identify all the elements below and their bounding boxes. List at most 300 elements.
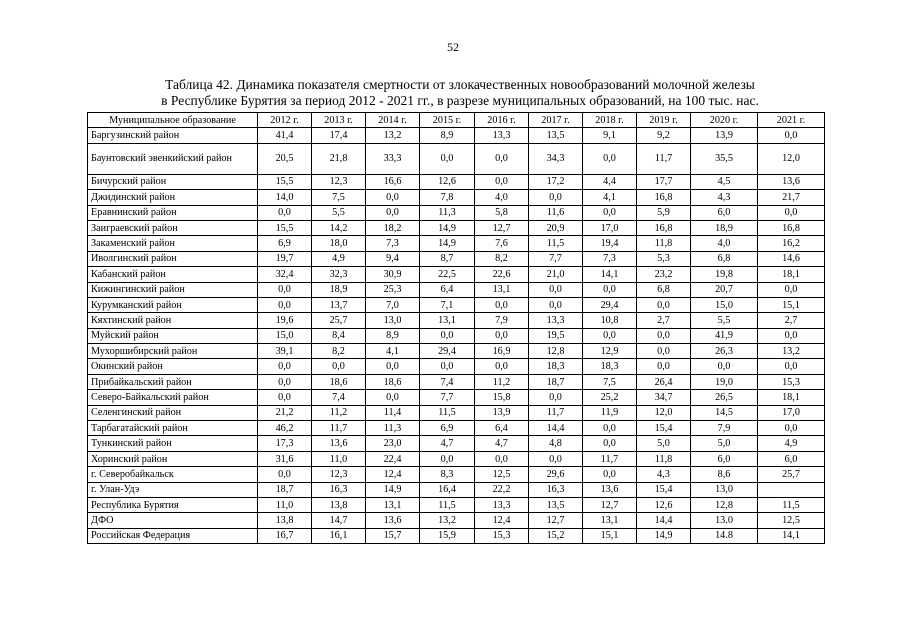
- table-cell-value: 15,3: [475, 528, 529, 543]
- table-cell-value: 11,6: [529, 205, 583, 220]
- municipality-name: Еравнинский район: [88, 205, 258, 220]
- table-cell-value: 0,0: [758, 421, 825, 436]
- table-cell-value: 11,3: [420, 205, 475, 220]
- table-cell-value: 7,3: [583, 251, 637, 266]
- table-cell-value: 11,5: [529, 236, 583, 251]
- table-cell-value: 16,3: [312, 482, 366, 497]
- table-cell-value: 13,3: [529, 313, 583, 328]
- table-cell-value: 22,2: [475, 482, 529, 497]
- municipality-name: Кяхтинский район: [88, 313, 258, 328]
- table-cell-value: 14,9: [420, 220, 475, 235]
- table-cell-value: 15,9: [420, 528, 475, 543]
- table-cell-value: 9,2: [637, 128, 691, 143]
- table-cell-value: 0,0: [637, 344, 691, 359]
- column-header-year: 2015 г.: [420, 113, 475, 128]
- table-cell-value: 11,7: [529, 405, 583, 420]
- table-cell-value: 0,0: [475, 174, 529, 189]
- municipality-name: Хоринский район: [88, 451, 258, 466]
- table-cell-value: 16,9: [475, 344, 529, 359]
- table-cell-value: 12,6: [637, 497, 691, 512]
- table-row: [88, 482, 825, 497]
- table-cell-value: 0,0: [420, 359, 475, 374]
- table-cell-value: 12,3: [312, 174, 366, 189]
- caption-line-1: Таблица 42. Динамика показателя смертности от злокачественных новообразований молочной железы: [165, 77, 755, 92]
- column-header-year: 2021 г.: [758, 113, 825, 128]
- table-cell-value: 16,8: [758, 220, 825, 235]
- table-row: [88, 205, 825, 220]
- table-cell-value: 8,6: [691, 467, 758, 482]
- table-cell-value: 15,3: [758, 374, 825, 389]
- table-cell-value: 13,1: [475, 282, 529, 297]
- column-header-year: 2012 г.: [258, 113, 312, 128]
- column-header-year: 2020 г.: [691, 113, 758, 128]
- table-cell-value: 0,0: [758, 328, 825, 343]
- table-cell-value: 34,7: [637, 390, 691, 405]
- table-cell-value: 6,4: [420, 282, 475, 297]
- table-cell-value: 16,3: [529, 482, 583, 497]
- table-row: [88, 497, 825, 512]
- table-cell-value: 12,6: [420, 174, 475, 189]
- table-cell-value: 14,0: [258, 190, 312, 205]
- table-cell-value: 0,0: [420, 143, 475, 174]
- table-cell-value: 14,4: [529, 421, 583, 436]
- table-cell-value: 14,5: [691, 405, 758, 420]
- table-cell-value: 14,9: [420, 236, 475, 251]
- table-cell-value: 15,0: [258, 328, 312, 343]
- table-cell-value: 25,2: [583, 390, 637, 405]
- municipality-name: Мухоршибирский район: [88, 344, 258, 359]
- table-cell-value: 13,3: [475, 128, 529, 143]
- municipality-name: Российская Федерация: [88, 528, 258, 543]
- table-cell-value: 19,5: [529, 328, 583, 343]
- table-cell-value: 13,2: [420, 513, 475, 528]
- table-cell-value: 0,0: [258, 205, 312, 220]
- table-cell-value: 21,0: [529, 267, 583, 282]
- municipality-name: Кабанский район: [88, 267, 258, 282]
- municipality-name: Кижингинский район: [88, 282, 258, 297]
- table-cell-value: 11,3: [366, 421, 420, 436]
- column-header-year: 2018 г.: [583, 113, 637, 128]
- table-cell-value: 4,0: [691, 236, 758, 251]
- column-header-year: 2016 г.: [475, 113, 529, 128]
- municipality-name: Республика Бурятия: [88, 497, 258, 512]
- table-cell-value: 19,7: [258, 251, 312, 266]
- table-cell-value: 29,6: [529, 467, 583, 482]
- municipality-name: Заиграевский район: [88, 220, 258, 235]
- column-header-year: 2013 г.: [312, 113, 366, 128]
- table-cell-value: 14,7: [312, 513, 366, 528]
- table-cell-value: 41,9: [691, 328, 758, 343]
- table-cell-value: 11,4: [366, 405, 420, 420]
- table-cell-value: 0,0: [258, 374, 312, 389]
- table-cell-value: 13,1: [583, 513, 637, 528]
- table-cell-value: 12,4: [366, 467, 420, 482]
- table-cell-value: 18,1: [758, 390, 825, 405]
- table-cell-value: 16,7: [258, 528, 312, 543]
- table-cell-value: 11,5: [420, 497, 475, 512]
- table-cell-value: 11,8: [637, 451, 691, 466]
- table-cell-value: 18,3: [529, 359, 583, 374]
- table-cell-value: 5,0: [691, 436, 758, 451]
- table-cell-value: 0,0: [583, 205, 637, 220]
- table-cell-value: 15,0: [691, 297, 758, 312]
- table-cell-value: 18,2: [366, 220, 420, 235]
- table-cell-value: 4,7: [420, 436, 475, 451]
- table-cell-value: 16,6: [366, 174, 420, 189]
- table-cell-value: 5,5: [691, 313, 758, 328]
- table-cell-value: 23,0: [366, 436, 420, 451]
- table-cell-value: 13,8: [312, 497, 366, 512]
- table-row: [88, 436, 825, 451]
- table-cell-value: [758, 482, 825, 497]
- table-cell-value: 18,7: [529, 374, 583, 389]
- table-cell-value: 12,8: [691, 497, 758, 512]
- table-cell-value: 0,0: [366, 205, 420, 220]
- table-cell-value: 13,6: [312, 436, 366, 451]
- municipality-name: Прибайкальский район: [88, 374, 258, 389]
- table-cell-value: 10,8: [583, 313, 637, 328]
- table-row: [88, 128, 825, 143]
- table-row: [88, 282, 825, 297]
- table-cell-value: 14,6: [758, 251, 825, 266]
- table-cell-value: 7,9: [691, 421, 758, 436]
- table-cell-value: 19,8: [691, 267, 758, 282]
- table-cell-value: 0,0: [420, 328, 475, 343]
- table-cell-value: 11,2: [475, 374, 529, 389]
- table-cell-value: 0,0: [583, 436, 637, 451]
- table-cell-value: 0,0: [637, 297, 691, 312]
- table-cell-value: 0,0: [758, 359, 825, 374]
- table-cell-value: 29,4: [583, 297, 637, 312]
- table-cell-value: 0,0: [637, 328, 691, 343]
- caption-line-2: в Республике Бурятия за период 2012 - 2021 гг., в разрезе муниципальных образований, на 100 тыс. нас.: [161, 93, 759, 108]
- table-row: [88, 143, 825, 174]
- table-cell-value: 19,0: [691, 374, 758, 389]
- table-cell-value: 5,8: [475, 205, 529, 220]
- table-cell-value: 4,7: [475, 436, 529, 451]
- table-cell-value: 13,9: [475, 405, 529, 420]
- table-cell-value: 0,0: [758, 282, 825, 297]
- table-cell-value: 26,5: [691, 390, 758, 405]
- table-cell-value: 8,9: [420, 128, 475, 143]
- table-cell-value: 26,4: [637, 374, 691, 389]
- municipality-name: Окинский район: [88, 359, 258, 374]
- table-cell-value: 20,7: [691, 282, 758, 297]
- table-cell-value: 12,4: [475, 513, 529, 528]
- table-cell-value: 0,0: [258, 297, 312, 312]
- table-cell-value: 18,3: [583, 359, 637, 374]
- table-cell-value: 7,7: [420, 390, 475, 405]
- table-cell-value: 39,1: [258, 344, 312, 359]
- municipality-name: Закаменский район: [88, 236, 258, 251]
- table-cell-value: 2,7: [758, 313, 825, 328]
- table-cell-value: 9,1: [583, 128, 637, 143]
- table-cell-value: 0,0: [475, 328, 529, 343]
- table-cell-value: 16,8: [637, 190, 691, 205]
- municipality-name: Иволгинский район: [88, 251, 258, 266]
- table-cell-value: 0,0: [691, 359, 758, 374]
- table-cell-value: 4,4: [583, 174, 637, 189]
- table-cell-value: 13,2: [758, 344, 825, 359]
- table-cell-value: 12,7: [583, 497, 637, 512]
- table-cell-value: 0,0: [529, 282, 583, 297]
- table-cell-value: 0,0: [366, 190, 420, 205]
- table-row: [88, 313, 825, 328]
- table-cell-value: 4,1: [366, 344, 420, 359]
- table-cell-value: 13,9: [691, 128, 758, 143]
- table-cell-value: 11,7: [312, 421, 366, 436]
- table-cell-value: 7,7: [529, 251, 583, 266]
- table-cell-value: 11,0: [312, 451, 366, 466]
- table-cell-value: 5,9: [637, 205, 691, 220]
- table-cell-value: 7,9: [475, 313, 529, 328]
- table-cell-value: 7,0: [366, 297, 420, 312]
- municipality-name: Бичурский район: [88, 174, 258, 189]
- table-cell-value: 16,8: [637, 220, 691, 235]
- table-cell-value: 23,2: [637, 267, 691, 282]
- table-cell-value: 32,3: [312, 267, 366, 282]
- table-cell-value: 35,5: [691, 143, 758, 174]
- column-header-year: 2019 г.: [637, 113, 691, 128]
- table-cell-value: 0,0: [258, 359, 312, 374]
- table-cell-value: 7,5: [312, 190, 366, 205]
- table-cell-value: 17,7: [637, 174, 691, 189]
- table-cell-value: 0,0: [529, 297, 583, 312]
- table-cell-value: 6,0: [691, 205, 758, 220]
- table-row: [88, 467, 825, 482]
- column-header-year: 2017 г.: [529, 113, 583, 128]
- table-cell-value: 16,2: [758, 236, 825, 251]
- table-row: [88, 405, 825, 420]
- table-cell-value: 11,9: [583, 405, 637, 420]
- table-row: [88, 267, 825, 282]
- table-cell-value: 0,0: [583, 467, 637, 482]
- table-cell-value: 18,9: [691, 220, 758, 235]
- table-cell-value: 16,1: [312, 528, 366, 543]
- table-cell-value: 0,0: [529, 451, 583, 466]
- table-cell-value: 2,7: [637, 313, 691, 328]
- table-cell-value: 17,2: [529, 174, 583, 189]
- table-cell-value: 0,0: [637, 359, 691, 374]
- table-cell-value: 4,9: [312, 251, 366, 266]
- table-cell-value: 13.0: [691, 513, 758, 528]
- table-cell-value: 4,3: [691, 190, 758, 205]
- column-header-year: 2014 г.: [366, 113, 420, 128]
- municipality-name: Тарбагатайский район: [88, 421, 258, 436]
- table-row: [88, 421, 825, 436]
- table-cell-value: 0,0: [758, 128, 825, 143]
- table-cell-value: 15,4: [637, 482, 691, 497]
- table-cell-value: 20,5: [258, 143, 312, 174]
- table-row: [88, 451, 825, 466]
- table-cell-value: 14,1: [583, 267, 637, 282]
- table-row: [88, 390, 825, 405]
- table-cell-value: 13,0: [691, 482, 758, 497]
- table-cell-value: 17,3: [258, 436, 312, 451]
- table-cell-value: 6,9: [258, 236, 312, 251]
- table-cell-value: 0,0: [529, 190, 583, 205]
- table-cell-value: 14,1: [758, 528, 825, 543]
- table-cell-value: 17,0: [583, 220, 637, 235]
- table-cell-value: 15,1: [758, 297, 825, 312]
- table-cell-value: 7,8: [420, 190, 475, 205]
- table-row: [88, 374, 825, 389]
- table-cell-value: 0,0: [475, 451, 529, 466]
- table-cell-value: 11,7: [637, 143, 691, 174]
- table-cell-value: 18,1: [758, 267, 825, 282]
- page-number: 52: [447, 40, 459, 54]
- table-cell-value: 18,9: [312, 282, 366, 297]
- table-row: [88, 513, 825, 528]
- table-row: [88, 236, 825, 251]
- table-cell-value: 4,5: [691, 174, 758, 189]
- table-cell-value: 12,0: [637, 405, 691, 420]
- table-cell-value: 25,3: [366, 282, 420, 297]
- table-cell-value: 12,7: [475, 220, 529, 235]
- table-row: [88, 528, 825, 543]
- municipality-name: г. Улан-Удэ: [88, 482, 258, 497]
- table-cell-value: 12,9: [583, 344, 637, 359]
- municipality-name: Тункинский район: [88, 436, 258, 451]
- table-cell-value: 6,9: [420, 421, 475, 436]
- table-cell-value: 12,5: [475, 467, 529, 482]
- table-cell-value: 25,7: [312, 313, 366, 328]
- table-cell-value: 29,4: [420, 344, 475, 359]
- table-cell-value: 46,2: [258, 421, 312, 436]
- header-row: [88, 113, 825, 128]
- table-cell-value: 6,8: [691, 251, 758, 266]
- table-cell-value: 31,6: [258, 451, 312, 466]
- table-cell-value: 21,2: [258, 405, 312, 420]
- table-cell-value: 25,7: [758, 467, 825, 482]
- table-cell-value: 13,1: [366, 497, 420, 512]
- table-cell-value: 18,7: [258, 482, 312, 497]
- table-cell-value: 7,5: [583, 374, 637, 389]
- table-row: [88, 251, 825, 266]
- table-cell-value: 15,4: [637, 421, 691, 436]
- table-row: [88, 174, 825, 189]
- table-cell-value: 41,4: [258, 128, 312, 143]
- table-cell-value: 4,8: [529, 436, 583, 451]
- table-cell-value: 8,2: [312, 344, 366, 359]
- table-cell-value: 34,3: [529, 143, 583, 174]
- column-header-municipality: Муниципальное образование: [88, 113, 258, 128]
- table-cell-value: 11,8: [637, 236, 691, 251]
- table-cell-value: 17,0: [758, 405, 825, 420]
- table-cell-value: 33,3: [366, 143, 420, 174]
- table-cell-value: 7,4: [312, 390, 366, 405]
- table-cell-value: 0,0: [366, 390, 420, 405]
- table-cell-value: 32,4: [258, 267, 312, 282]
- table-cell-value: 12,5: [758, 513, 825, 528]
- table-cell-value: 0,0: [258, 467, 312, 482]
- municipality-name: Селенгинский район: [88, 405, 258, 420]
- table-cell-value: 26,3: [691, 344, 758, 359]
- table-cell-value: 13,7: [312, 297, 366, 312]
- municipality-name: Джидинский район: [88, 190, 258, 205]
- table-cell-value: 13,8: [258, 513, 312, 528]
- table-row: [88, 344, 825, 359]
- table-cell-value: 7,4: [420, 374, 475, 389]
- table-cell-value: 0,0: [583, 421, 637, 436]
- municipality-name: Муйский район: [88, 328, 258, 343]
- table-cell-value: 14,9: [637, 528, 691, 543]
- municipality-name: Баунтовский эвенкийский район: [88, 143, 258, 174]
- table-cell-value: 0,0: [420, 451, 475, 466]
- table-cell-value: 22,4: [366, 451, 420, 466]
- municipality-name: г. Северобайкальск: [88, 467, 258, 482]
- mortality-table: [87, 112, 825, 544]
- table-cell-value: 15,5: [258, 174, 312, 189]
- table-cell-value: 0,0: [312, 359, 366, 374]
- table-cell-value: 6,0: [758, 451, 825, 466]
- table-cell-value: 7,6: [475, 236, 529, 251]
- table-cell-value: 22,5: [420, 267, 475, 282]
- table-cell-value: 0,0: [366, 359, 420, 374]
- table-cell-value: 13,2: [366, 128, 420, 143]
- table-cell-value: 13,1: [420, 313, 475, 328]
- table-cell-value: 0,0: [758, 205, 825, 220]
- table-cell-value: 13,5: [529, 497, 583, 512]
- table-cell-value: 8,9: [366, 328, 420, 343]
- table-cell-value: 9,4: [366, 251, 420, 266]
- table-cell-value: 0,0: [583, 143, 637, 174]
- table-cell-value: 0,0: [583, 282, 637, 297]
- table-row: [88, 190, 825, 205]
- municipality-name: Курумканский район: [88, 297, 258, 312]
- table-cell-value: 16,4: [420, 482, 475, 497]
- table-cell-value: 11,5: [420, 405, 475, 420]
- table-cell-value: 0,0: [475, 143, 529, 174]
- table-cell-value: 12,7: [529, 513, 583, 528]
- table-cell-value: 15,2: [529, 528, 583, 543]
- table-cell-value: 22,6: [475, 267, 529, 282]
- table-cell-value: 5,5: [312, 205, 366, 220]
- table-cell-value: 19,4: [583, 236, 637, 251]
- table-cell-value: 6,8: [637, 282, 691, 297]
- table-cell-value: 13,5: [529, 128, 583, 143]
- table-cell-value: 11,2: [312, 405, 366, 420]
- table-cell-value: 14,2: [312, 220, 366, 235]
- table-cell-value: 4,3: [637, 467, 691, 482]
- table-cell-value: 8,4: [312, 328, 366, 343]
- table-cell-value: 0,0: [258, 390, 312, 405]
- table-cell-value: 30,9: [366, 267, 420, 282]
- table-cell-value: 4,0: [475, 190, 529, 205]
- table-cell-value: 7,3: [366, 236, 420, 251]
- table-cell-value: 15,1: [583, 528, 637, 543]
- table-row: [88, 359, 825, 374]
- table-cell-value: 6,0: [691, 451, 758, 466]
- table-caption: [80, 77, 840, 109]
- table-cell-value: 21,8: [312, 143, 366, 174]
- municipality-name: Северо-Байкальский район: [88, 390, 258, 405]
- table-cell-value: 7,1: [420, 297, 475, 312]
- table-row: [88, 220, 825, 235]
- table-cell-value: 21,7: [758, 190, 825, 205]
- table-cell-value: 11,7: [583, 451, 637, 466]
- table-cell-value: 14,9: [366, 482, 420, 497]
- table-cell-value: 18,0: [312, 236, 366, 251]
- table-cell-value: 14.8: [691, 528, 758, 543]
- table-cell-value: 8,7: [420, 251, 475, 266]
- table-cell-value: 13,6: [758, 174, 825, 189]
- table-cell-value: 12,8: [529, 344, 583, 359]
- table-cell-value: 5,0: [637, 436, 691, 451]
- table-cell-value: 11,5: [758, 497, 825, 512]
- table-cell-value: 6,4: [475, 421, 529, 436]
- table-row: [88, 297, 825, 312]
